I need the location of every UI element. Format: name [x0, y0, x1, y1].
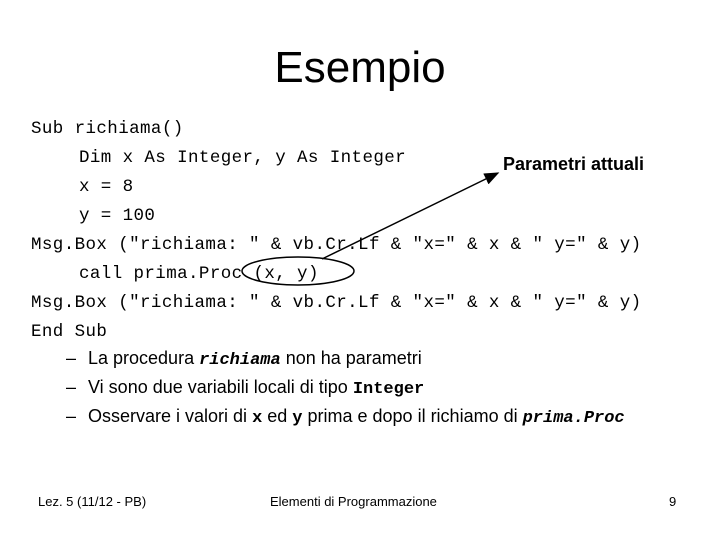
- bullet-3-code-y: y: [292, 409, 303, 428]
- highlight-ellipse: [242, 257, 354, 285]
- code-line-x: x = 8: [79, 177, 134, 197]
- code-line-msgbox-2: Msg.Box ("richiama: " & vb.Cr.Lf & "x=" & x & " y=" & y): [31, 293, 642, 313]
- bullet-3-text-mid: ed: [262, 406, 293, 426]
- call-statement: call prima.Proc: [79, 264, 254, 284]
- code-line-endsub: End Sub: [31, 322, 108, 342]
- code-line-msgbox-1: Msg.Box ("richiama: " & vb.Cr.Lf & "x=" & x & " y=" & y): [31, 235, 642, 255]
- bullet-1-text-end: non ha parametri: [280, 348, 422, 368]
- bullet-2-code: Integer: [352, 380, 425, 399]
- bullet-3-text-post: prima e dopo il richiamo di: [302, 406, 523, 426]
- bullet-2: [66, 373, 424, 404]
- footer-course: Elementi di Programmazione: [270, 494, 437, 509]
- bullet-3-text: Osservare i valori di: [88, 406, 253, 426]
- footer-lecture: Lez. 5 (11/12 - PB): [38, 494, 147, 509]
- bullet-3: [66, 402, 625, 433]
- code-line-y: y = 100: [79, 206, 156, 226]
- footer-page-number: 9: [669, 494, 677, 509]
- bullet-1-code: richiama: [199, 351, 281, 370]
- bullet-dash: –: [66, 406, 77, 426]
- bullet-1-text: La procedura: [88, 348, 200, 368]
- bullet-1: [66, 344, 422, 375]
- bullet-dash: –: [66, 348, 77, 368]
- bullet-2-text: Vi sono due variabili locali di tipo: [88, 377, 353, 397]
- slide-title: Esempio: [274, 43, 446, 92]
- bullet-3-code-proc: prima.Proc: [522, 409, 625, 428]
- annotation-label: Parametri attuali: [503, 154, 645, 174]
- code-line-dim: Dim x As Integer, y As Integer: [79, 148, 407, 168]
- arrow-line: [322, 173, 498, 259]
- code-line-sub: Sub richiama(): [31, 119, 184, 139]
- actual-parameters: (x, y): [253, 264, 319, 284]
- bullet-3-code-x: x: [252, 409, 263, 428]
- bullet-dash: –: [66, 377, 77, 397]
